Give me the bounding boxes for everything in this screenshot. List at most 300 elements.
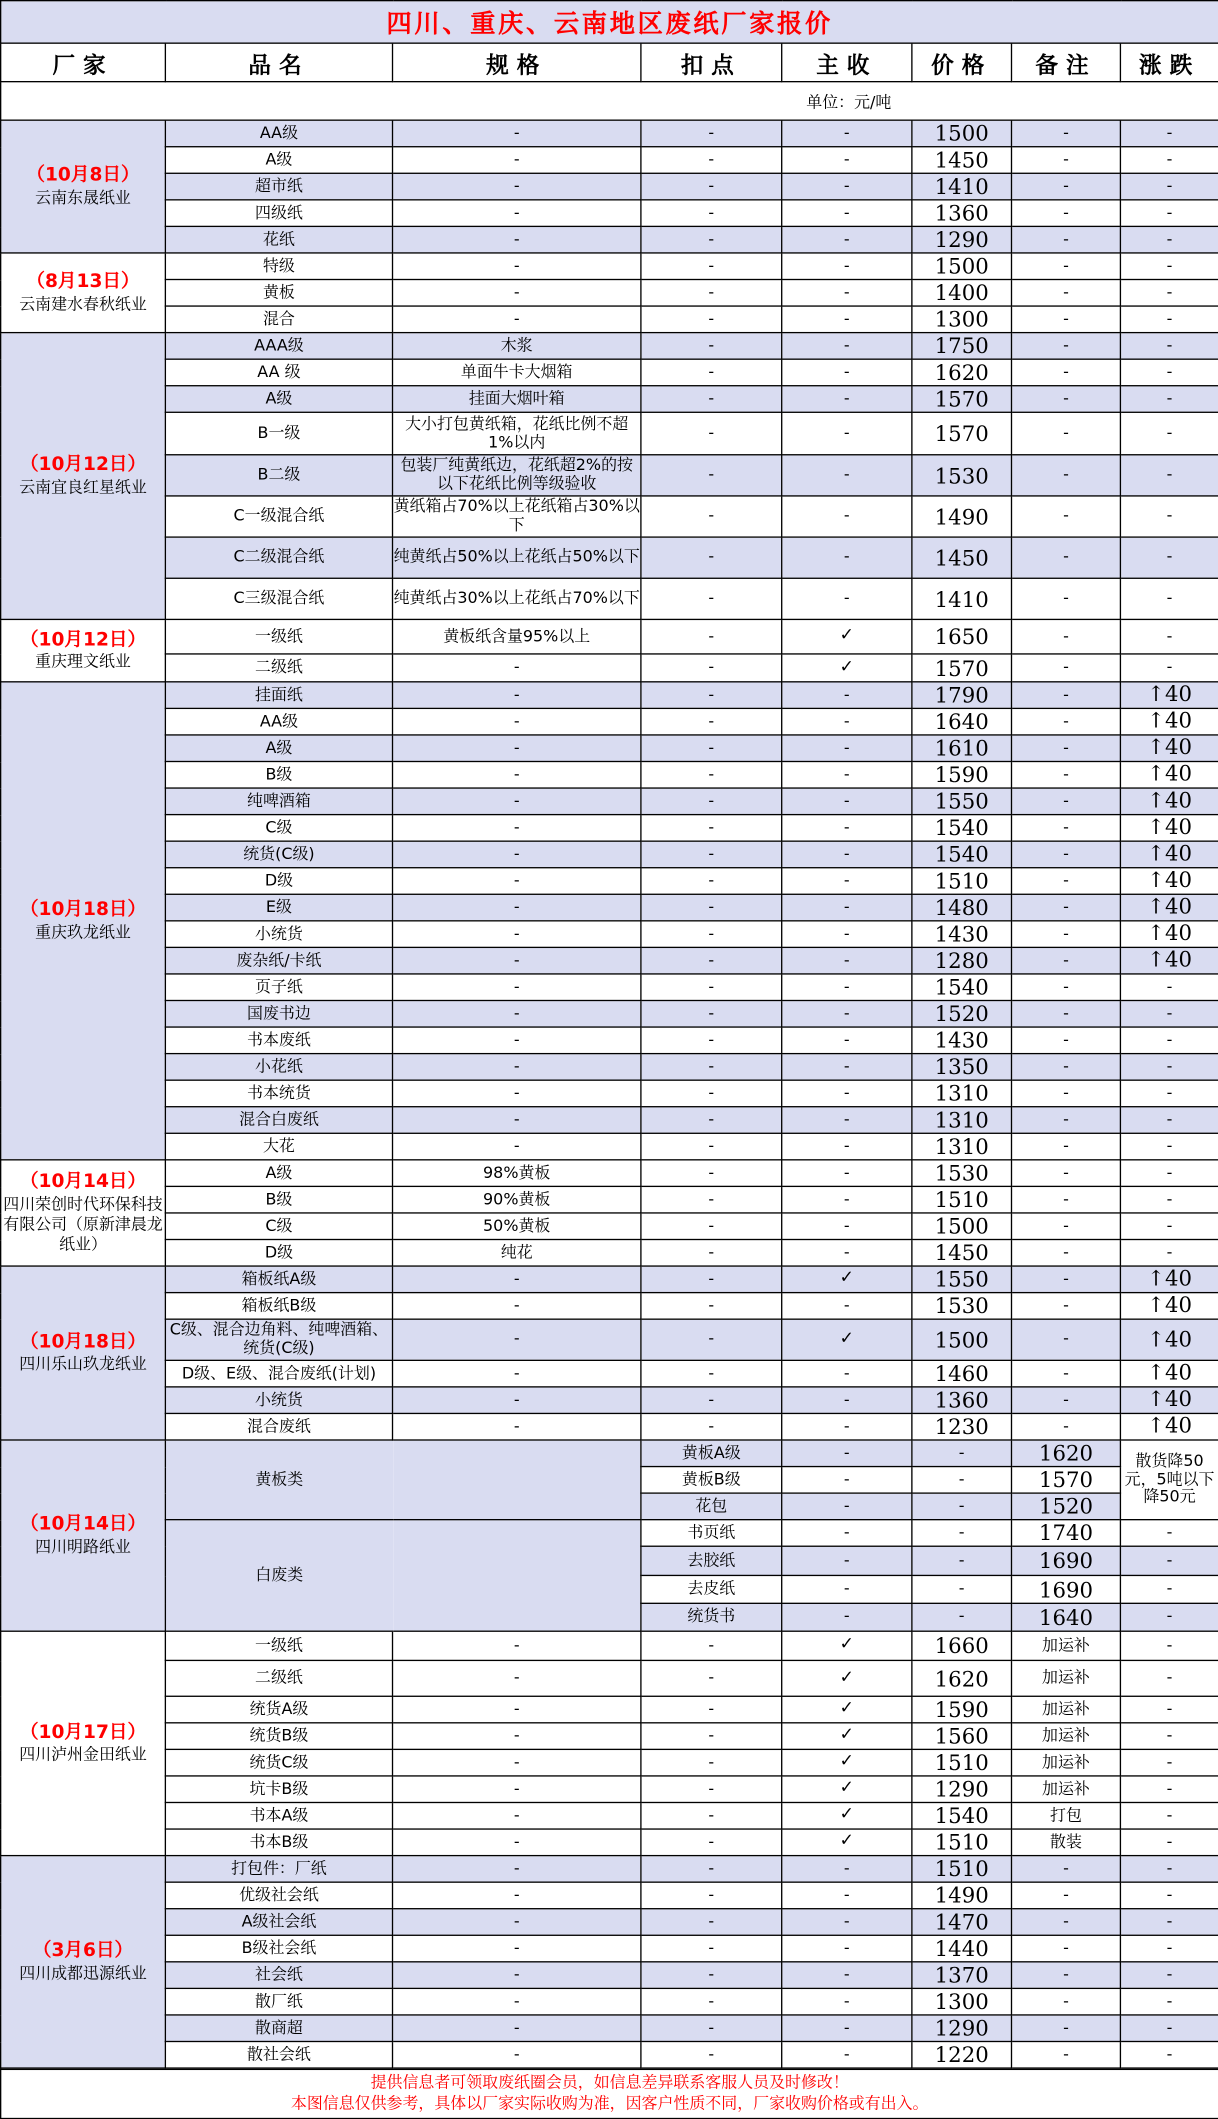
note-cell: -	[1012, 947, 1121, 974]
spec-cell: -	[393, 200, 641, 227]
factory-name: 重庆理文纸业	[35, 652, 131, 671]
spec-cell: -	[393, 682, 641, 709]
product-cell: 国废书边	[165, 1000, 392, 1027]
product-cell: 特级	[165, 253, 392, 280]
main-value: -	[843, 255, 850, 275]
factory-date: （10月18日）	[19, 1331, 147, 1353]
main-value: -	[843, 976, 850, 996]
change-value: -	[1166, 1858, 1173, 1877]
spec-cell: -	[393, 1000, 641, 1027]
main-value: -	[843, 176, 850, 195]
price-cell: 1500	[912, 1213, 1012, 1240]
main-cell	[782, 1054, 912, 1081]
price-cell: 1450	[912, 1240, 1012, 1267]
table-row	[1, 173, 1218, 200]
spec-cell: -	[393, 947, 641, 974]
product-cell: B一级	[165, 412, 392, 454]
change-cell	[1120, 761, 1218, 788]
table-row	[1, 1935, 1218, 1962]
main-cell	[782, 2041, 912, 2068]
product-cell: 小统货	[165, 1387, 392, 1414]
product-cell: 混合废纸	[165, 1413, 392, 1440]
product-cell: C级、混合边角料、纯啤酒箱、统货(C级)	[165, 1319, 392, 1360]
note-cell: -	[1012, 1935, 1121, 1962]
price-cell: 1500	[912, 1319, 1012, 1360]
change-up: ↑40	[1147, 894, 1193, 920]
table-row	[1, 1160, 1218, 1187]
change-up: ↑40	[1147, 1326, 1193, 1352]
deduct-cell: -	[641, 974, 782, 1001]
deduct-cell: -	[641, 280, 782, 307]
factory-date: （10月8日）	[26, 164, 140, 187]
change-cell	[1120, 1360, 1218, 1387]
price-cell: 1570	[1012, 1467, 1121, 1494]
table-row	[1, 496, 1218, 537]
change-cell	[1120, 2015, 1218, 2042]
change-cell	[1120, 200, 1218, 227]
spec-cell: -	[393, 1882, 641, 1909]
deduct-cell: -	[641, 947, 782, 974]
spec-cell: 黄板B级	[641, 1467, 782, 1494]
main-cell	[782, 578, 912, 619]
product-cell: A级	[165, 735, 392, 762]
note-cell: 散装	[1012, 1829, 1121, 1856]
price-cell: 1230	[912, 1413, 1012, 1440]
product-cell: C一级混合纸	[165, 496, 392, 537]
table-row	[1, 2015, 1218, 2042]
change-cell	[1120, 1962, 1218, 1989]
page-title: 四川、重庆、云南地区废纸厂家报价	[1, 1, 1218, 43]
spec-cell: -	[393, 1360, 641, 1387]
change-value: -	[1166, 1831, 1173, 1851]
main-cell	[782, 1266, 912, 1293]
change-value: -	[1166, 1938, 1173, 1957]
main-value: -	[843, 1242, 850, 1261]
change-value: -	[1166, 2017, 1173, 2037]
spec-cell: -	[393, 815, 641, 842]
product-cell: A级	[165, 1160, 392, 1187]
product-cell: 小统货	[165, 921, 392, 948]
main-cell	[782, 1631, 912, 1660]
table-row	[1, 1520, 1218, 1547]
table-row	[1, 1696, 1218, 1723]
note-cell: -	[1012, 868, 1121, 895]
main-value: -	[843, 1162, 850, 1182]
main-cell	[912, 1603, 1012, 1631]
note-cell: -	[1012, 1080, 1121, 1107]
main-cell	[912, 1493, 1012, 1520]
change-value: -	[1166, 464, 1173, 484]
note-cell: -	[1012, 1882, 1121, 1909]
main-value: -	[843, 684, 850, 704]
spec-cell: -	[393, 1027, 641, 1054]
product-cell: AA 级	[165, 359, 392, 386]
change-cell	[1120, 306, 1218, 333]
note-cell: -	[1012, 306, 1121, 333]
deduct-cell: -	[641, 2015, 782, 2042]
table-row	[1, 1186, 1218, 1213]
price-cell: 1310	[912, 1080, 1012, 1107]
main-cell	[782, 1660, 912, 1696]
table-row	[1, 1387, 1218, 1414]
note-cell: -	[1120, 1575, 1218, 1603]
check-icon: ✓	[839, 1634, 855, 1655]
change-value: -	[1166, 1056, 1173, 1075]
note-cell: 散货降50元，5吨以下降50元	[1120, 1440, 1218, 1520]
main-cell	[782, 1882, 912, 1909]
main-cell	[912, 1467, 1012, 1494]
note-cell: -	[1120, 1603, 1218, 1631]
main-value: -	[843, 2044, 850, 2063]
note-cell: -	[1012, 226, 1121, 253]
deduct-cell: -	[641, 654, 782, 682]
table-row	[1, 226, 1218, 253]
change-value: -	[1166, 1805, 1173, 1824]
spec-cell: -	[393, 761, 641, 788]
deduct-cell: -	[641, 1186, 782, 1213]
main-cell	[782, 1213, 912, 1240]
factory-date: （10月12日）	[19, 454, 147, 476]
deduct-cell: -	[641, 1054, 782, 1081]
deduct-cell: -	[641, 1723, 782, 1750]
note-cell: 加运补	[1012, 1723, 1121, 1750]
change-value: -	[1166, 1162, 1173, 1182]
table-row	[1, 1440, 1218, 1467]
price-cell: 1520	[912, 1000, 1012, 1027]
table-row	[1, 1882, 1218, 1909]
note-cell: -	[1012, 1387, 1121, 1414]
spec-cell: -	[393, 2015, 641, 2042]
change-value: -	[1166, 255, 1173, 275]
note-cell: -	[1012, 1909, 1121, 1936]
deduct-cell: -	[782, 1575, 912, 1603]
deduct-cell: -	[641, 1387, 782, 1414]
table-row	[1, 619, 1218, 654]
note-cell: -	[1012, 280, 1121, 307]
spec-cell: -	[393, 654, 641, 682]
price-cell: 1430	[912, 1027, 1012, 1054]
note-cell: -	[1012, 708, 1121, 735]
deduct-cell: -	[782, 1440, 912, 1467]
change-cell	[1120, 1293, 1218, 1320]
change-cell	[1120, 412, 1218, 454]
main-cell	[782, 1802, 912, 1829]
change-value: -	[1166, 1082, 1173, 1102]
spec-cell: 黄纸箱占70%以上花纸箱占30%以下	[393, 496, 641, 537]
note-cell: -	[1012, 788, 1121, 815]
factory-name: 云南宜良红星纸业	[19, 477, 147, 497]
change-cell	[1120, 1696, 1218, 1723]
change-cell	[1120, 120, 1218, 147]
price-cell: 1750	[912, 333, 1012, 360]
change-value: -	[1166, 1667, 1173, 1687]
change-value: -	[1166, 1752, 1173, 1771]
spec-cell: -	[393, 868, 641, 895]
change-cell	[1120, 708, 1218, 735]
main-value: -	[843, 711, 850, 730]
spec-cell: -	[393, 1802, 641, 1829]
deduct-cell: -	[641, 1776, 782, 1803]
main-cell	[782, 2015, 912, 2042]
deduct-cell: -	[641, 306, 782, 333]
change-cell	[1120, 974, 1218, 1001]
spec-cell: -	[393, 1133, 641, 1160]
table-row	[1, 1631, 1218, 1660]
change-value: -	[1166, 1136, 1173, 1155]
note-cell: -	[1012, 761, 1121, 788]
change-cell	[1120, 1935, 1218, 1962]
change-cell	[1120, 1882, 1218, 1909]
spec-cell: 花包	[641, 1493, 782, 1520]
change-up: ↑40	[1147, 1292, 1193, 1318]
product-cell: 箱板纸A级	[165, 1266, 392, 1293]
deduct-cell: -	[641, 1660, 782, 1696]
main-value: -	[843, 2017, 850, 2037]
spec-cell: -	[393, 1107, 641, 1134]
main-value: -	[843, 588, 850, 607]
table-row	[1, 1240, 1218, 1267]
change-cell	[1120, 682, 1218, 709]
deduct-cell: -	[782, 1603, 912, 1631]
note-cell: 加运补	[1012, 1696, 1121, 1723]
spec-cell: -	[393, 735, 641, 762]
change-cell	[1120, 1723, 1218, 1750]
check-icon: ✓	[839, 1804, 855, 1825]
product-cell: AAA级	[165, 333, 392, 360]
table-row	[1, 788, 1218, 815]
main-value: -	[958, 1606, 965, 1626]
main-cell	[782, 1080, 912, 1107]
table-row	[1, 120, 1218, 147]
change-cell	[1120, 1387, 1218, 1414]
table-row	[1, 455, 1218, 496]
main-cell	[782, 1723, 912, 1750]
note-cell: -	[1012, 682, 1121, 709]
change-value: -	[1166, 1242, 1173, 1261]
note-cell: -	[1012, 921, 1121, 948]
deduct-cell: -	[641, 1000, 782, 1027]
main-cell	[782, 788, 912, 815]
change-cell	[1120, 1266, 1218, 1293]
spec-cell: -	[393, 147, 641, 174]
spec-cell: -	[393, 1387, 641, 1414]
price-cell: 1650	[912, 619, 1012, 654]
product-cell: 书本统货	[165, 1080, 392, 1107]
table-row	[1, 1660, 1218, 1696]
note-cell: -	[1012, 1988, 1121, 2015]
price-cell: 1570	[912, 412, 1012, 454]
note-cell: -	[1012, 974, 1121, 1001]
main-value: -	[843, 1858, 850, 1877]
product-cell: 散社会纸	[165, 2041, 392, 2068]
table-row	[1, 1000, 1218, 1027]
deduct-cell: -	[641, 412, 782, 454]
deduct-cell: -	[641, 1935, 782, 1962]
table-row	[1, 1133, 1218, 1160]
spec-cell: -	[393, 1660, 641, 1696]
change-cell	[1120, 1027, 1218, 1054]
change-cell	[1120, 841, 1218, 868]
main-cell	[782, 1749, 912, 1776]
product-cell: 小花纸	[165, 1054, 392, 1081]
note-cell: -	[1012, 147, 1121, 174]
change-up: ↑40	[1147, 920, 1193, 946]
price-cell: 1400	[912, 280, 1012, 307]
change-value: -	[1166, 1003, 1173, 1022]
change-cell	[1120, 578, 1218, 619]
factory-name: 云南东晟纸业	[35, 188, 131, 207]
price-cell: 1530	[912, 1293, 1012, 1320]
change-value: -	[1166, 202, 1173, 222]
change-cell	[1120, 1660, 1218, 1696]
price-cell: 1410	[912, 578, 1012, 619]
price-cell: 1490	[912, 496, 1012, 537]
price-cell: 1470	[912, 1909, 1012, 1936]
change-cell	[1120, 455, 1218, 496]
main-cell	[782, 894, 912, 921]
change-cell	[1120, 654, 1218, 682]
main-cell	[782, 147, 912, 174]
note-cell: -	[1012, 1186, 1121, 1213]
change-up: ↑40	[1147, 761, 1193, 787]
spec-cell: 单面牛卡大烟箱	[393, 359, 641, 386]
main-cell	[782, 280, 912, 307]
main-cell	[782, 226, 912, 253]
price-cell: 1500	[912, 120, 1012, 147]
main-cell	[782, 1962, 912, 1989]
price-cell: 1290	[912, 226, 1012, 253]
factory-cell	[1, 253, 166, 333]
main-cell	[782, 1027, 912, 1054]
change-value: -	[1166, 1189, 1173, 1208]
main-value: -	[843, 1363, 850, 1382]
factory-cell	[1, 333, 166, 620]
main-cell	[782, 921, 912, 948]
deduct-cell: -	[641, 619, 782, 654]
deduct-cell: -	[641, 1909, 782, 1936]
deduct-cell: -	[641, 1240, 782, 1267]
price-cell: 1610	[912, 735, 1012, 762]
change-value: -	[1166, 506, 1173, 525]
main-value: -	[958, 1522, 965, 1542]
table-row	[1, 761, 1218, 788]
product-cell: 优级社会纸	[165, 1882, 392, 1909]
change-cell	[1120, 226, 1218, 253]
price-cell: 1530	[912, 455, 1012, 496]
note-cell: -	[1012, 455, 1121, 496]
note-cell: -	[1120, 1546, 1218, 1575]
main-value: -	[843, 737, 850, 757]
price-cell: 1490	[912, 1882, 1012, 1909]
change-value: -	[1166, 1699, 1173, 1718]
deduct-cell: -	[641, 253, 782, 280]
spec-cell: -	[393, 2041, 641, 2068]
product-cell: 黄板	[165, 280, 392, 307]
change-cell	[1120, 386, 1218, 413]
main-value: -	[843, 202, 850, 222]
note-cell: 加运补	[1012, 1776, 1121, 1803]
table-row	[1, 815, 1218, 842]
main-cell	[782, 1240, 912, 1267]
price-cell: 1620	[912, 359, 1012, 386]
header-deduct: 扣点	[641, 43, 782, 82]
main-value: -	[843, 361, 850, 381]
table-row	[1, 200, 1218, 227]
price-cell: 1570	[912, 386, 1012, 413]
price-cell: 1550	[912, 1266, 1012, 1293]
price-cell: 1410	[912, 173, 1012, 200]
note-cell: 加运补	[1012, 1660, 1121, 1696]
change-cell	[1120, 147, 1218, 174]
table-row	[1, 1962, 1218, 1989]
price-cell: 1530	[912, 1160, 1012, 1187]
deduct-cell: -	[641, 1696, 782, 1723]
product-cell: 书本A级	[165, 1802, 392, 1829]
main-cell	[782, 841, 912, 868]
product-cell: B级	[165, 761, 392, 788]
spec-cell: 大小打包黄纸箱，花纸比例不超1%以内	[393, 412, 641, 454]
product-cell: A级	[165, 147, 392, 174]
main-value: -	[843, 547, 850, 566]
deduct-cell: -	[641, 1293, 782, 1320]
note-cell: -	[1012, 412, 1121, 454]
change-value: -	[1166, 176, 1173, 195]
table-row	[1, 1749, 1218, 1776]
table-row	[1, 1829, 1218, 1856]
change-value: -	[1166, 1884, 1173, 1904]
change-cell	[1120, 921, 1218, 948]
change-cell	[1120, 333, 1218, 360]
note-cell: -	[1012, 1133, 1121, 1160]
table-row	[1, 1413, 1218, 1440]
product-cell: 书本B级	[165, 1829, 392, 1856]
unit-label: 单位：元/吨	[1, 82, 1218, 121]
header-factory: 厂家	[1, 43, 166, 82]
spec-spacer	[393, 1440, 641, 1520]
change-value: -	[1166, 1215, 1173, 1235]
factory-cell	[1, 1440, 166, 1631]
price-cell: 1280	[912, 947, 1012, 974]
note-cell: -	[1012, 1240, 1121, 1267]
table-row	[1, 841, 1218, 868]
spec-cell: -	[393, 1749, 641, 1776]
main-value: -	[843, 1416, 850, 1435]
change-cell	[1120, 1213, 1218, 1240]
main-value: -	[843, 1938, 850, 1957]
table-row	[1, 947, 1218, 974]
main-cell	[782, 1413, 912, 1440]
change-value: -	[1166, 976, 1173, 996]
header-change: 涨跌	[1120, 43, 1218, 82]
main-value: -	[843, 335, 850, 354]
note-cell: -	[1012, 841, 1121, 868]
change-cell	[1120, 788, 1218, 815]
deduct-cell: -	[641, 1027, 782, 1054]
table-row	[1, 1988, 1218, 2015]
factory-cell	[1, 1856, 166, 2068]
spec-cell: 统货书	[641, 1603, 782, 1631]
price-cell: 1300	[912, 1988, 1012, 2015]
spec-cell: 98%黄板	[393, 1160, 641, 1187]
main-cell	[782, 1387, 912, 1414]
table-row	[1, 654, 1218, 682]
main-cell	[782, 306, 912, 333]
main-cell	[782, 1107, 912, 1134]
change-cell	[1120, 1240, 1218, 1267]
note-cell: -	[1012, 815, 1121, 842]
main-value: -	[843, 870, 850, 890]
deduct-cell: -	[641, 173, 782, 200]
